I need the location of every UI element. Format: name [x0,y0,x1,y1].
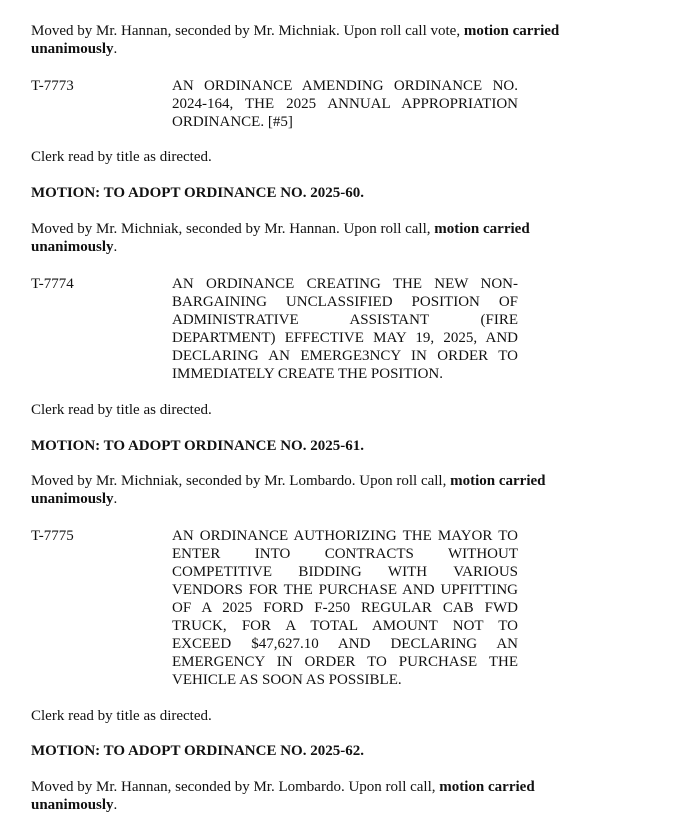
ordinance-title [172,275,518,383]
ordinance-line: OF A 2025 FORD F-250 REGULAR CAB FWD [172,600,518,616]
period: . [113,239,118,255]
moved-paragraph [31,778,613,814]
ordinance-line: AN ORDINANCE AUTHORIZING THE MAYOR TO [172,528,518,544]
clerk-note: Clerk read by title as directed. [31,708,212,724]
moved-paragraph [31,220,613,256]
ordinance-line: EMERGENCY IN ORDER TO PURCHASE THE [172,654,518,670]
ordinance-line: AN ORDINANCE CREATING THE NEW NON- [172,276,518,292]
moved-paragraph [31,22,613,58]
ordinance-line: COMPETITIVE BIDDING WITH VARIOUS [172,564,518,580]
clerk-note: Clerk read by title as directed. [31,402,212,418]
moved-text: Moved by Mr. Hannan, seconded by Mr. Michniak. Upon roll call vote, [31,23,464,39]
ordinance-line: EXCEED $47,627.10 AND DECLARING AN [172,636,518,652]
period: . [113,41,118,57]
ordinance-line: IMMEDIATELY CREATE THE POSITION. [172,366,443,382]
ordinance-line: DEPARTMENT) EFFECTIVE MAY 19, 2025, AND [172,330,518,346]
period: . [113,491,118,507]
ordinance-number: T-7774 [31,276,74,292]
motion-carried-text: motion carried [450,473,546,489]
moved-text: Moved by Mr. Michniak, seconded by Mr. Lombardo. Upon roll call, [31,473,451,489]
ordinance-line: 2024-164, THE 2025 ANNUAL APPROPRIATION [172,96,518,112]
ordinance-line: ENTER INTO CONTRACTS WITHOUT [172,546,518,562]
moved-text: Moved by Mr. Hannan, seconded by Mr. Lombardo. Upon roll call, [31,779,440,795]
unanimously-text: unanimously [31,239,114,255]
period: . [113,797,118,813]
ordinance-line: BARGAINING UNCLASSIFIED POSITION OF [172,294,518,310]
ordinance-line: ADMINISTRATIVE ASSISTANT (FIRE [172,312,518,328]
ordinance-number: T-7773 [31,78,74,94]
motion-carried-text: motion carried [463,23,560,39]
motion-carried-text: motion carried [434,221,530,237]
unanimously-text: unanimously [31,41,114,57]
moved-paragraph [31,472,613,508]
ordinance-title [172,77,518,131]
moved-text: Moved by Mr. Michniak, seconded by Mr. Hannan. Upon roll call, [31,221,435,237]
motion-heading: MOTION: TO ADOPT ORDINANCE NO. 2025-62. [31,743,364,759]
ordinance-number: T-7775 [31,528,74,544]
motion-carried-text: motion carried [439,779,535,795]
ordinance-line: TRUCK, FOR A TOTAL AMOUNT NOT TO [172,618,518,634]
motion-heading: MOTION: TO ADOPT ORDINANCE NO. 2025-61. [31,438,364,454]
clerk-note: Clerk read by title as directed. [31,149,212,165]
ordinance-line: AN ORDINANCE AMENDING ORDINANCE NO. [172,78,518,94]
ordinance-line: VEHICLE AS SOON AS POSSIBLE. [172,672,402,688]
motion-heading: MOTION: TO ADOPT ORDINANCE NO. 2025-60. [31,185,364,201]
ordinance-title [172,527,518,689]
unanimously-text: unanimously [31,797,114,813]
ordinance-line: VENDORS FOR THE PURCHASE AND UPFITTING [172,582,518,598]
ordinance-line: DECLARING AN EMERGE3NCY IN ORDER TO [172,348,518,364]
unanimously-text: unanimously [31,491,114,507]
ordinance-line: ORDINANCE. [#5] [172,114,293,130]
